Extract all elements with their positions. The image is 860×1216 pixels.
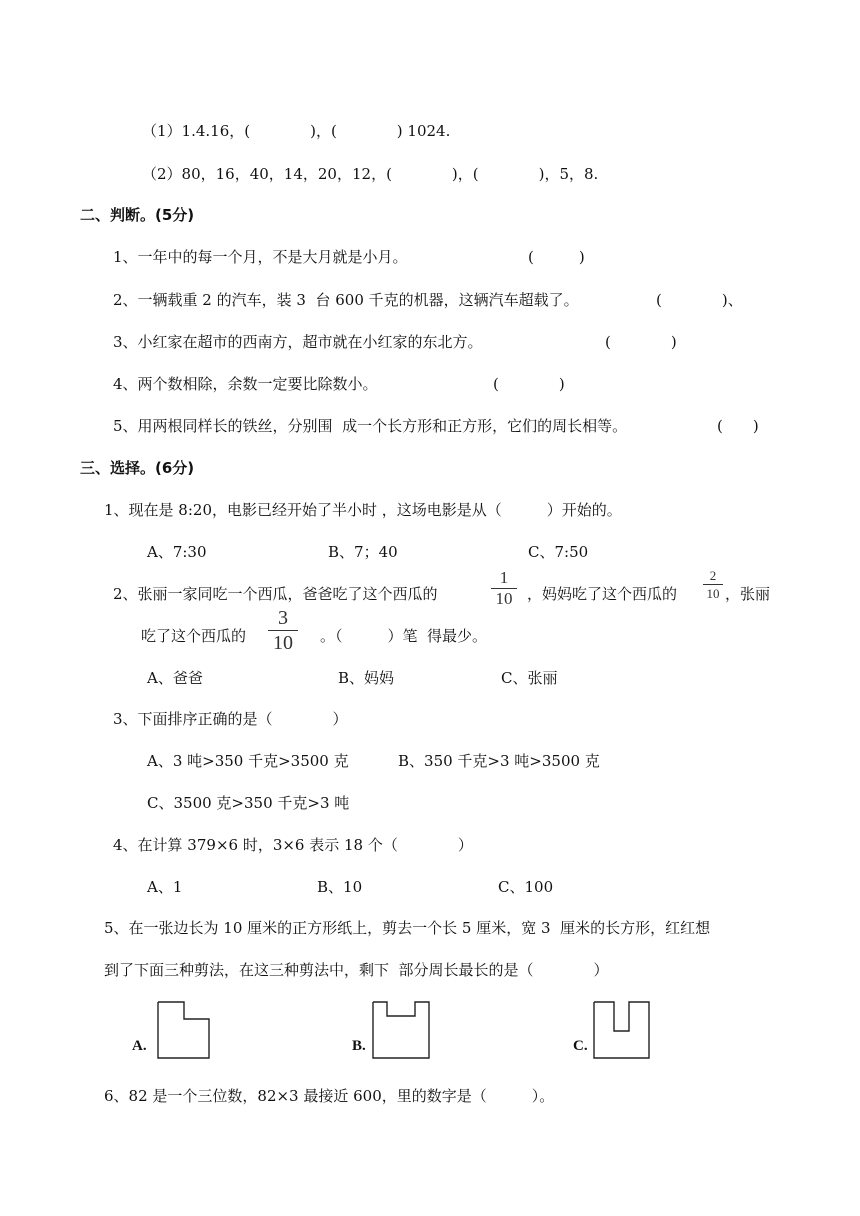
choice-q4: 4、在计算 379×6 时，3×6 表示 18 个（ ） xyxy=(113,836,473,854)
figure-label-a: A. xyxy=(132,1038,147,1054)
cut-figure-b[interactable] xyxy=(352,1000,442,1062)
fraction-2-10 xyxy=(703,568,723,601)
judge-item-5: 5、用两根同样长的铁丝，分别围 成一个长方形和正方形，它们的周长相等。 xyxy=(113,417,628,435)
choice-q1-option-c[interactable]: C、7:50 xyxy=(528,543,589,561)
choice-q3: 3、下面排序正确的是（ ） xyxy=(113,710,348,728)
choice-q1-option-a[interactable]: A、7:30 xyxy=(147,543,207,561)
cut-shape-c-icon xyxy=(573,1000,663,1062)
cut-shape-b-icon xyxy=(352,1000,442,1062)
fraction-1-10 xyxy=(491,569,517,608)
fraction-denominator: 10 xyxy=(495,589,513,608)
figure-label-c: C. xyxy=(573,1038,588,1054)
fraction-numerator: 1 xyxy=(499,568,509,587)
judge-blank-2[interactable]: ( )、 xyxy=(656,291,743,309)
choice-q2-option-c[interactable]: C、张丽 xyxy=(501,669,558,687)
choice-q4-option-c[interactable]: C、100 xyxy=(498,878,554,896)
cut-figure-c[interactable] xyxy=(573,1000,663,1062)
judge-item-2: 2、一辆载重 2 的汽车，装 3 台 600 千克的机器，这辆汽车超载了。 xyxy=(113,291,579,309)
choice-q2-option-a[interactable]: A、爸爸 xyxy=(147,669,203,687)
judge-blank-3[interactable]: ( ) xyxy=(605,333,677,351)
fraction-denominator: 10 xyxy=(273,632,293,654)
q1-1-line: （1）1.4.16，( )，( ) 1024. xyxy=(142,122,451,140)
choice-q4-option-b[interactable]: B、10 xyxy=(317,878,363,896)
choice-q4-option-a[interactable]: A、1 xyxy=(147,878,183,896)
choice-q6: 6、82 是一个三位数，82×3 最接近 600，里的数字是（ ）。 xyxy=(104,1087,555,1105)
judge-blank-5[interactable]: ( ) xyxy=(717,417,759,435)
choice-q2-line2b: 。（ ）笔 得最少。 xyxy=(320,627,488,645)
fraction-3-10 xyxy=(268,607,298,654)
fraction-numerator: 2 xyxy=(709,568,717,583)
choice-q3-option-a[interactable]: A、3 吨>350 千克>3500 克 xyxy=(147,752,349,770)
choice-q2-part3: ，张丽 xyxy=(725,585,771,603)
fraction-bar xyxy=(268,630,298,631)
judge-blank-4[interactable]: ( ) xyxy=(493,375,565,393)
fraction-bar xyxy=(703,584,723,585)
figure-label-b: B. xyxy=(352,1038,366,1054)
choice-q2-option-b[interactable]: B、妈妈 xyxy=(338,669,395,687)
cut-figure-a[interactable] xyxy=(132,1000,222,1062)
section2-heading: 二、判断。(5分) xyxy=(80,206,195,224)
choice-q2-line2a: 吃了这个西瓜的 xyxy=(141,627,247,645)
choice-q5-line1: 5、在一张边长为 10 厘米的正方形纸上，剪去一个长 5 厘米，宽 3 厘米的长方形，红红想 xyxy=(104,919,711,937)
judge-item-4: 4、两个数相除，余数一定要比除数小。 xyxy=(113,375,378,393)
choice-q2-part1: 2、张丽一家同吃一个西瓜，爸爸吃了这个西瓜的 xyxy=(113,585,438,603)
judge-blank-1[interactable]: ( ) xyxy=(528,248,585,266)
choice-q5-line2: 到了下面三种剪法，在这三种剪法中，剩下 部分周长最长的是（ ） xyxy=(104,961,609,979)
cut-shape-a-icon xyxy=(132,1000,222,1062)
choice-q3-option-b[interactable]: B、350 千克>3 吨>3500 克 xyxy=(398,752,600,770)
judge-item-1: 1、一年中的每一个月，不是大月就是小月。 xyxy=(113,248,408,266)
section3-heading: 三、选择。(6分) xyxy=(80,459,195,477)
fraction-denominator: 10 xyxy=(706,586,720,601)
choice-q2-part2: ，妈妈吃了这个西瓜的 xyxy=(527,585,678,603)
choice-q1: 1、现在是 8:20，电影已经开始了半小时 ，这场电影是从（ ）开始的。 xyxy=(104,501,622,519)
choice-q3-option-c[interactable]: C、3500 克>350 千克>3 吨 xyxy=(147,794,350,812)
choice-q1-option-b[interactable]: B、7；40 xyxy=(328,543,398,561)
q1-2-line: （2）80，16，40，14，20，12，( )，( )，5，8. xyxy=(142,165,599,183)
fraction-numerator: 3 xyxy=(278,607,288,629)
judge-item-3: 3、小红家在超市的西南方，超市就在小红家的东北方。 xyxy=(113,333,483,351)
